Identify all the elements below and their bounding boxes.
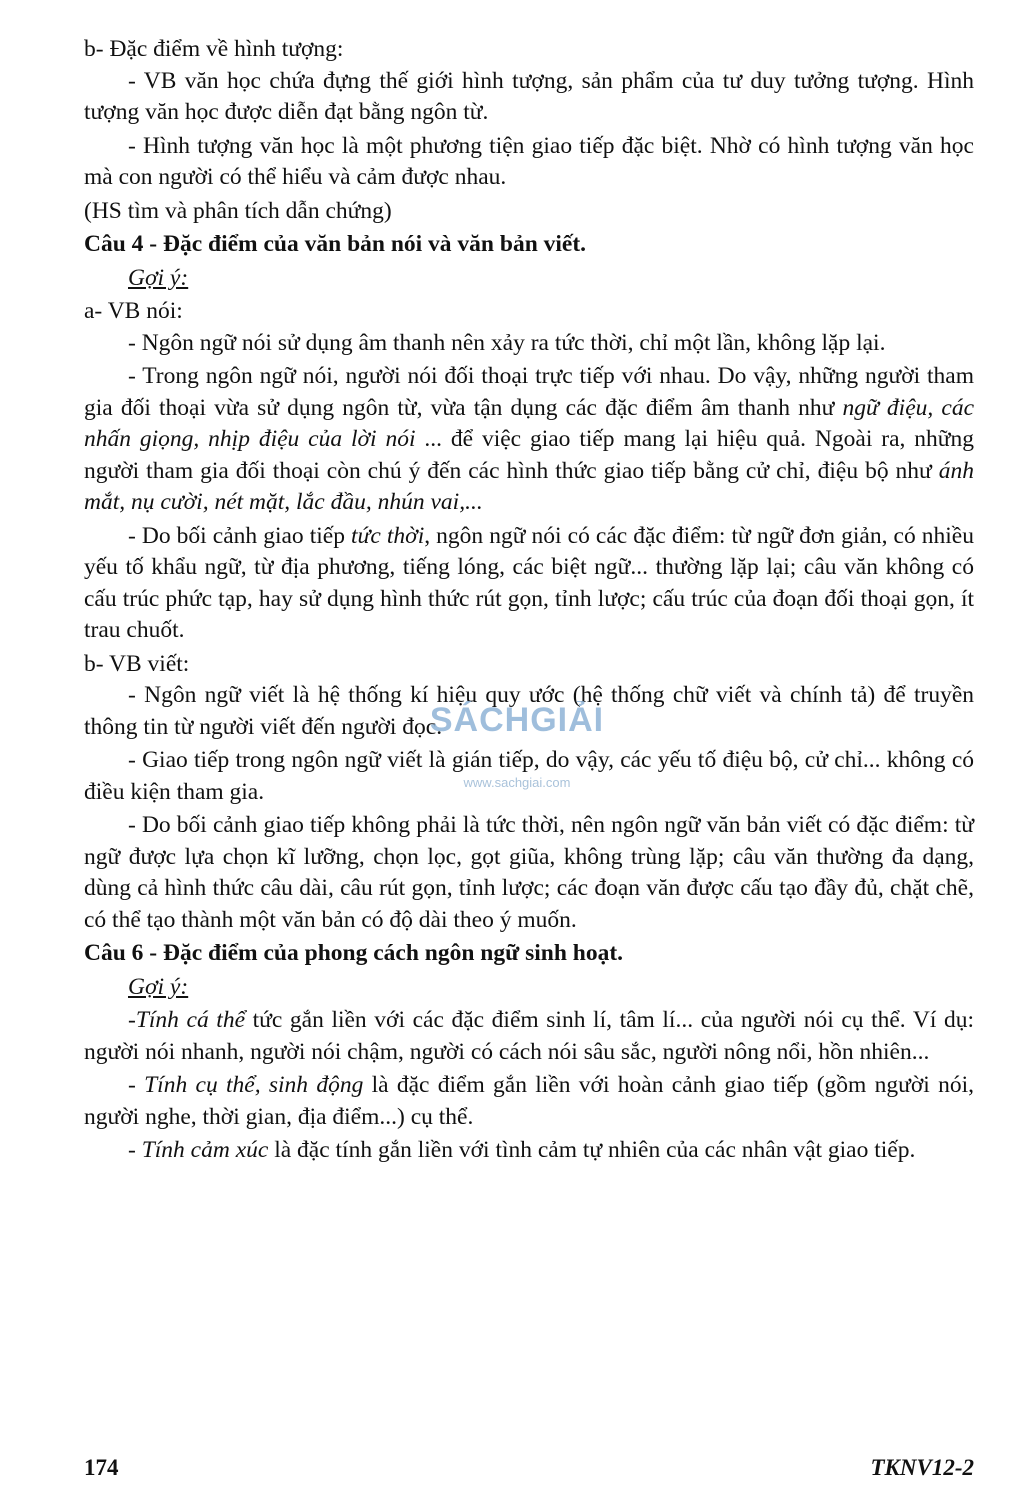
watermark xyxy=(412,700,622,792)
paragraph: - Ngôn ngữ nói sử dụng âm thanh nên xảy ra tức thời, chỉ một lần, không lặp lại. xyxy=(128,329,886,356)
italic-text: tức thời xyxy=(351,522,425,549)
question-6-heading: Câu 6 - Đặc điểm của phong cách ngôn ngữ sinh hoạt. xyxy=(84,940,624,966)
italic-text: ánh mắt, nụ cười, nét mặt, lắc đầu, nhún vai,... xyxy=(84,457,974,515)
hint-label: Gợi ý: xyxy=(128,973,189,1000)
paragraph-note: (HS tìm và phân tích dẫn chứng) xyxy=(84,197,392,224)
watermark-url: www.sachgiai.com xyxy=(463,775,571,790)
paragraph xyxy=(84,1070,974,1133)
paragraph: - Ngôn ngữ viết là hệ thống kí hiệu quy ước (hệ thống chữ viết và chính tả) để truyền thông tin từ người viết đến người đọc. xyxy=(84,682,974,740)
italic-text: - Tính cụ thể, sinh động xyxy=(128,1072,364,1098)
subsection-b-label: b- VB viết: xyxy=(84,650,190,677)
subsection-a-label: a- VB nói: xyxy=(84,298,183,324)
text-run: , ngôn ngữ nói có các đặc điểm: từ ngữ đơn giản, có nhiều yếu tố khẩu ngữ, từ địa phương, tiếng lóng, các biệt ngữ... thường lặp lại; câu văn không có cấu trúc phức tạp, hay sử dụng hình thức rút gọn, tỉnh lược; cấu trúc của đoạn đối thoại gọn, ít trau chuốt. xyxy=(84,522,974,643)
paragraph xyxy=(84,361,974,519)
paragraph: - Giao tiếp trong ngôn ngữ viết là gián tiếp, do vậy, các yếu tố điệu bộ, cử chỉ... không có điều kiện tham gia. xyxy=(84,747,974,805)
page-number: 174 xyxy=(84,1455,119,1480)
watermark-logo: SÁCHGIẢI xyxy=(429,701,605,739)
text-run: - Trong ngôn ngữ nói, người nói đối thoại trực tiếp với nhau. Do vậy, những người tham gia đối thoại vừa sử dụng ngôn từ, vừa tận dụng các đặc điểm âm thanh như xyxy=(84,363,974,421)
paragraph: - Do bối cảnh giao tiếp không phải là tức thời, nên ngôn ngữ văn bản viết có đặc điểm: từ ngữ được lựa chọn kĩ lưỡng, chọn lọc, gọt giũa, không trùng lặp; câu văn thường đa dạng, dùng cả hình thức câu dài, câu rút gọn, tỉnh lược; các đoạn văn được cấu tạo đầy đủ, chặt chẽ, có thể tạo thành một văn bản có độ dài theo ý muốn. xyxy=(84,812,974,933)
paragraph xyxy=(84,521,974,647)
hint-label: Gợi ý: xyxy=(128,264,189,291)
text-run: là đặc tính gắn liền với tình cảm tự nhiên của các nhân vật giao tiếp. xyxy=(268,1137,916,1163)
question-4-heading: Câu 4 - Đặc điểm của văn bản nói và văn bản viết. xyxy=(84,231,587,257)
paragraph xyxy=(84,1135,974,1167)
text-run: là đặc điểm gắn liền với hoàn cảnh giao tiếp (gồm người nói, người nghe, thời gian, địa điểm...) cụ thể. xyxy=(84,1072,974,1130)
book-code: TKNV12-2 xyxy=(870,1455,974,1480)
italic-text: ngữ điệu, các nhấn giọng, nhịp điệu của lời nói xyxy=(84,394,974,452)
paragraph xyxy=(84,1005,974,1068)
text-run: ... để việc giao tiếp mang lại hiệu quả. Ngoài ra, những người tham gia đối thoại còn chú ý đến các hình thức giao tiếp bằng cử chỉ, điệu bộ như xyxy=(84,426,974,484)
section-b-heading: b- Đặc điểm về hình tượng: xyxy=(84,36,344,62)
paragraph: - VB văn học chứa đựng thế giới hình tượng, sản phẩm của tư duy tưởng tượng. Hình tượng văn học được diễn đạt bằng ngôn từ. xyxy=(84,67,974,125)
page-footer xyxy=(84,1455,974,1481)
italic-text: - Tính cảm xúc xyxy=(128,1137,269,1163)
page-content xyxy=(84,34,974,1169)
paragraph: - Hình tượng văn học là một phương tiện giao tiếp đặc biệt. Nhờ có hình tượng văn học mà con người có thể hiểu và cảm được nhau. xyxy=(84,132,974,190)
text-run: - Do bối cảnh giao tiếp xyxy=(128,522,352,549)
italic-text: -Tính cá thể xyxy=(128,1007,246,1033)
text-run: tức gắn liền với các đặc điểm sinh lí, tâm lí... của người nói cụ thể. Ví dụ: người nói nhanh, người nói chậm, người có cách nói sâu sắc, người nông nổi, hồn nhiên... xyxy=(84,1007,974,1065)
